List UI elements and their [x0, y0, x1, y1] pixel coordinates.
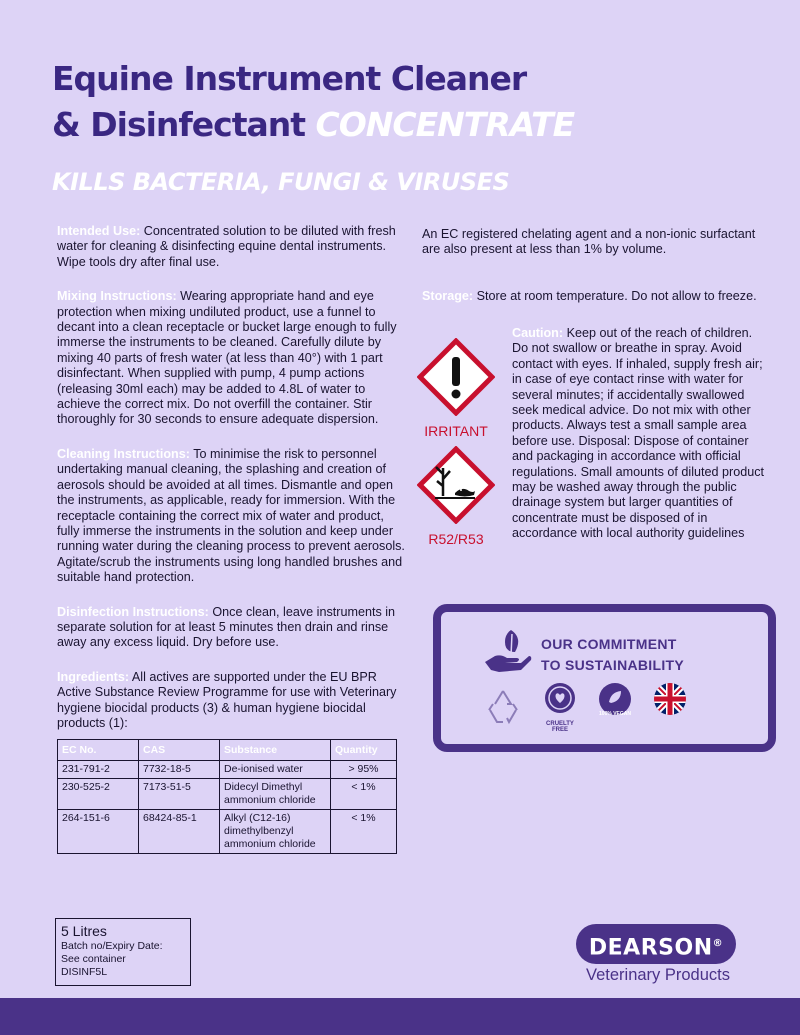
storage-heading: Storage: [422, 288, 474, 303]
table-cell: < 1% [331, 810, 397, 854]
packaging-info-box [55, 918, 191, 986]
col-header-ec: EC No. [58, 740, 139, 761]
col-header-cas: CAS [139, 740, 220, 761]
caution-text: Keep out of the reach of children. Do not swallow or breathe in spray. Avoid contact with eyes. If inhaled, supply fresh air; in case of eye contact rinse with water for several minutes; if accidentally swallowed seek medical advice. Do not mix with other products. Always test a small sample area before use. Disposal: Dispose of container and packaging in accordance with official regulations. Small amounts of diluted product may be washed away through the public drainage system but larger quantities of concentrate must be disposed of in accordance with local authority guidelines [512, 326, 765, 541]
table-row [58, 779, 397, 810]
title-line-1: Equine Instrument Cleaner [52, 59, 527, 98]
concentrate-label: CONCENTRATE [315, 105, 575, 144]
table-cell: 230-525-2 [58, 779, 139, 810]
table-cell: De-ionised water [220, 761, 331, 779]
brand-tagline: Veterinary Products [586, 966, 730, 984]
table-cell: Didecyl Dimethyl ammonium chloride [220, 779, 331, 810]
dearson-logo [576, 924, 736, 964]
intended-use-section [57, 224, 405, 270]
commitment-text [541, 634, 771, 676]
disinfection-section [57, 605, 405, 651]
intended-use-heading: Intended Use: [57, 224, 141, 238]
table-row [58, 761, 397, 779]
ingredients-heading: Ingredients: [57, 669, 130, 684]
ingredients-text: All actives are supported under the EU BPR Active Substance Review Programme for use with Veterinary hygiene biocidal products (3) & human hygiene biocidal products (1): [57, 669, 397, 730]
sustainability-box [433, 604, 776, 752]
disinfection-heading: Disinfection Instructions: [57, 604, 209, 619]
table-cell: 7173-51-5 [139, 779, 220, 810]
product-subtitle: KILLS BACTERIA, FUNGI & VIRUSES [52, 168, 510, 196]
table-row [58, 810, 397, 854]
storage-section [422, 289, 767, 304]
exclamation-hazard-icon [417, 338, 495, 416]
mixing-section [57, 289, 405, 428]
recycle-icon [483, 686, 523, 726]
brand-name: DEARSON [588, 935, 713, 961]
table-header-row [58, 740, 397, 761]
bottom-bar [0, 998, 800, 1035]
table-cell: Alkyl (C12-16) dimethylbenzyl ammonium chloride [220, 810, 331, 854]
cleaning-heading: Cleaning Instructions: [57, 446, 190, 461]
mixing-text: Wearing appropriate hand and eye protection when mixing undiluted product, use a funnel to decant into a clean receptacle or bucket large enough to fully immerse the instruments to be cleaned. Carefully dilute by mixing 40 parts of fresh water (at less than 40°) with 1 part disinfectant. When supplied with pump, 4 pump actions (releasing 30ml each) may be added to 4.8L of water to achieve the correct mix. Do not overfill the container. Stir thoroughly for 30 seconds to ensure adequate dispersion. [57, 289, 397, 427]
table-cell: 264-151-6 [58, 810, 139, 854]
uk-flag-icon [653, 682, 687, 716]
volume-label: 5 Litres [61, 923, 107, 939]
table-cell: 68424-85-1 [139, 810, 220, 854]
table-cell: 7732-18-5 [139, 761, 220, 779]
rabbit-icon [540, 682, 580, 716]
irritant-label: IRRITANT [424, 423, 488, 439]
vegan-badge [595, 682, 635, 717]
commitment-line-2: TO SUSTAINABILITY [541, 657, 685, 673]
right-column [422, 227, 767, 323]
cruelty-free-label: CRUELTY FREE [546, 721, 574, 733]
caution-section [512, 326, 767, 542]
commitment-line-1: OUR COMMITMENT [541, 636, 677, 652]
product-code: DISINF5L [61, 966, 108, 978]
registered-mark: ® [712, 938, 724, 949]
table-cell: < 1% [331, 779, 397, 810]
ingredients-section [57, 670, 405, 732]
environment-hazard [417, 446, 495, 547]
chelating-section [422, 227, 767, 258]
title-line-2-text: & Disinfectant [52, 105, 306, 144]
vegan-label: 100% VEGAN [599, 711, 631, 717]
table-cell: > 95% [331, 761, 397, 779]
title-line-2 [52, 102, 772, 148]
caution-heading: Caution: [512, 326, 564, 340]
batch-label: Batch no/Expiry Date: [61, 940, 163, 952]
cleaning-section [57, 447, 405, 586]
left-column [57, 224, 405, 854]
batch-value: See container [61, 953, 126, 965]
chelating-text: An EC registered chelating agent and a non-ionic surfactant are also present at less than 1% by volume. [422, 227, 756, 257]
table-cell: 231-791-2 [58, 761, 139, 779]
ingredients-table [57, 739, 397, 854]
mixing-heading: Mixing Instructions: [57, 289, 177, 304]
cleaning-text: To minimise the risk to personnel undertaking manual cleaning, the splashing and creation of aerosols should be avoided at all times. Dismantle and open the instruments, as applicable, ready for immersion. With the receptacle containing the correct mix of water and product, fully immerse the instruments in the solution and keep under running water during the cleaning process to prevent aerosols. Agitate/scrub the instruments using long handled brushes and suitable hand protection. [57, 446, 405, 585]
intended-use-text: Concentrated solution to be diluted with fresh water for cleaning & disinfecting equine dental instruments. Wipe tools dry after final use. [57, 224, 396, 269]
storage-text: Store at room temperature. Do not allow to freeze. [476, 288, 757, 303]
irritant-hazard [417, 338, 495, 439]
environment-hazard-icon [417, 446, 495, 524]
r52-r53-label: R52/R53 [428, 531, 484, 547]
col-header-quantity: Quantity [331, 740, 397, 761]
disinfection-text: Once clean, leave instruments in separate solution for at least 5 minutes then drain and rinse away any excess liquid. Dry before use. [57, 604, 396, 650]
product-title [52, 56, 772, 148]
hand-leaf-icon [481, 626, 533, 676]
cruelty-free-badge [540, 682, 580, 733]
col-header-substance: Substance [220, 740, 331, 761]
